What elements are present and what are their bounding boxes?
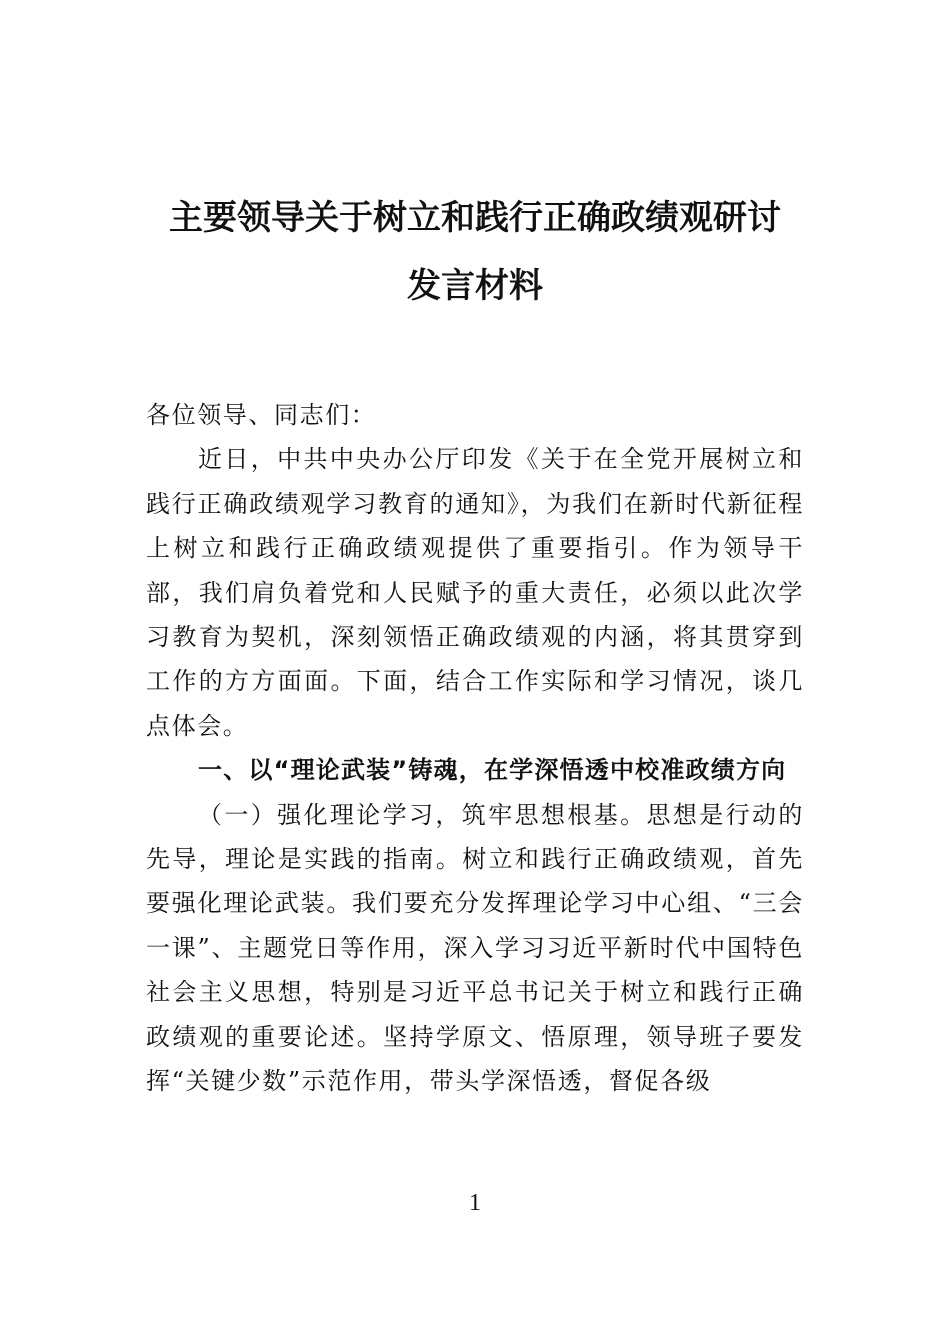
subsection-lead-1: （一）强化理论学习，筑牢思想根基。 bbox=[198, 800, 647, 829]
salutation: 各位领导、同志们： bbox=[146, 401, 377, 429]
subsection-text-1: 思想是行动的先导，理论是实践的指南。树立和践行正确政绩观，首先要强化理论武装。我们要充分发挥理论学习中心组、“三会一课”、主题党日等作用，深入学习习近平新时代中国特色社会主义思想，特别是习近平总书记关于树立和践行正确政绩观的重要论述。坚持学原文、悟原理，领导班子要发挥“关键少数”示范作用，带头学深悟透，督促各级 bbox=[146, 800, 804, 1096]
intro-paragraph: 近日，中共中央办公厅印发《关于在全党开展树立和践行正确政绩观学习教育的通知》，为我们在新时代新征程上树立和践行正确政绩观提供了重要指引。作为领导干部，我们肩负着党和人民赋予的重大责任，必须以此次学习教育为契机，深刻领悟正确政绩观的内涵，将其贯穿到工作的方方面面。下面，结合工作实际和学习情况，谈几点体会。 bbox=[146, 445, 804, 740]
subsection-paragraph-1 bbox=[146, 793, 804, 1104]
document-title-line-2: 发言材料 bbox=[407, 266, 543, 306]
section-heading-1: 一、以“理论武装”铸魂，在学深悟透中校准政绩方向 bbox=[198, 756, 787, 785]
page-number: 1 bbox=[469, 1190, 481, 1216]
document-body bbox=[146, 393, 804, 1104]
document-title-line-1: 主要领导关于树立和践行正确政绩观研讨 bbox=[169, 198, 781, 238]
